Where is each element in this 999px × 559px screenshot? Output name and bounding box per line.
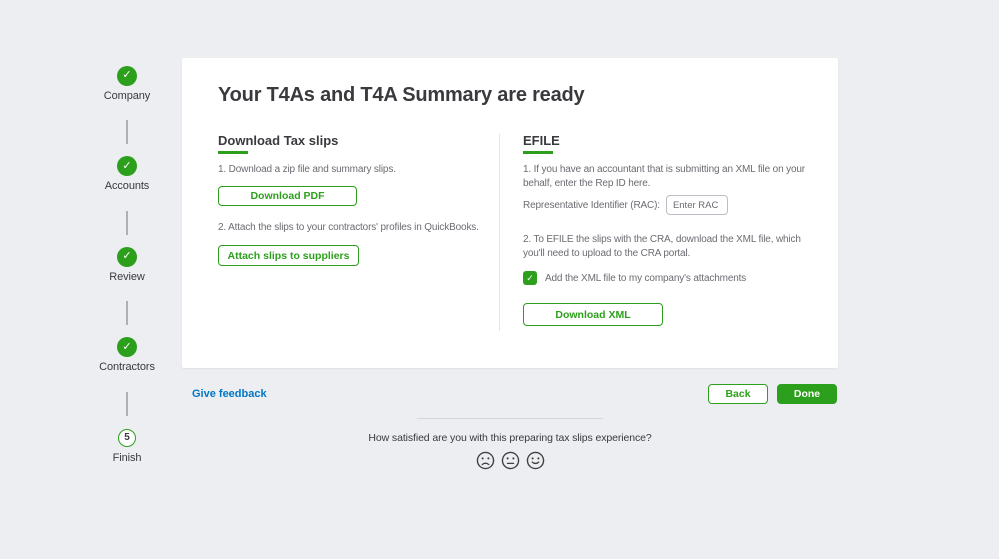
download-section-heading: Download Tax slips [218,133,339,148]
check-icon: ✓ [122,250,132,262]
check-icon: ✓ [122,159,132,172]
done-button[interactable]: Done [777,384,837,404]
rac-input[interactable] [666,195,728,215]
check-icon: ✓ [122,69,132,81]
neutral-face-button[interactable] [500,450,521,471]
step-contractors-label: Contractors [99,361,155,373]
efile-section-heading: EFILE [523,133,560,148]
page-title: Your T4As and T4A Summary are ready [218,84,585,106]
check-icon: ✓ [526,272,534,283]
step-connector [126,392,128,416]
check-icon: ✓ [122,340,132,353]
step-review-circle[interactable] [117,247,137,267]
heading-underline [218,151,248,154]
step-finish-number: 5 [124,432,130,443]
step-accounts-circle[interactable] [117,156,137,176]
step-accounts-label: Accounts [104,180,150,192]
attach-slips-button[interactable]: Attach slips to suppliers [218,245,359,266]
survey-question: How satisfied are you with this preparing tax slips experience? [368,432,652,444]
rac-row [523,195,728,215]
step-finish-label: Finish [112,451,142,464]
step-finish-circle [118,429,136,447]
main-card [182,58,838,368]
back-button[interactable]: Back [708,384,768,404]
step-contractors-circle[interactable] [117,337,137,357]
xml-attachment-checkbox-label: Add the XML file to my company's attachments [545,272,747,284]
neutral-face-icon [500,450,521,471]
step-company-label: Company [103,89,151,102]
sad-face-icon [475,450,496,471]
xml-attachment-checkbox[interactable] [523,271,537,285]
step-connector [126,120,128,144]
step-company-circle[interactable] [117,66,137,86]
happy-face-icon [525,450,546,471]
download-xml-button[interactable]: Download XML [523,303,663,326]
download-step1-text: 1. Download a zip file and summary slips. [218,164,396,175]
download-pdf-button[interactable]: Download PDF [218,186,357,206]
rac-label: Representative Identifier (RAC): [523,199,660,211]
step-connector [126,211,128,235]
heading-underline [523,151,553,154]
step-connector [126,301,128,325]
efile-step2-text: 2. To EFILE the slips with the CRA, download the XML file, which you'll need to upload to the CRA portal. [523,234,801,259]
xml-attachment-option [523,271,746,285]
happy-face-button[interactable] [525,450,546,471]
step-review-label: Review [109,270,145,283]
sad-face-button[interactable] [475,450,496,471]
wizard-stepper [77,0,177,480]
survey-divider [417,418,603,419]
download-step2-text: 2. Attach the slips to your contractors' profiles in QuickBooks. [218,222,479,233]
satisfaction-rating [475,450,547,471]
efile-step1-text: 1. If you have an accountant that is submitting an XML file on your behalf, enter the Rep ID here. [523,164,805,189]
give-feedback-link[interactable]: Give feedback [192,388,267,400]
